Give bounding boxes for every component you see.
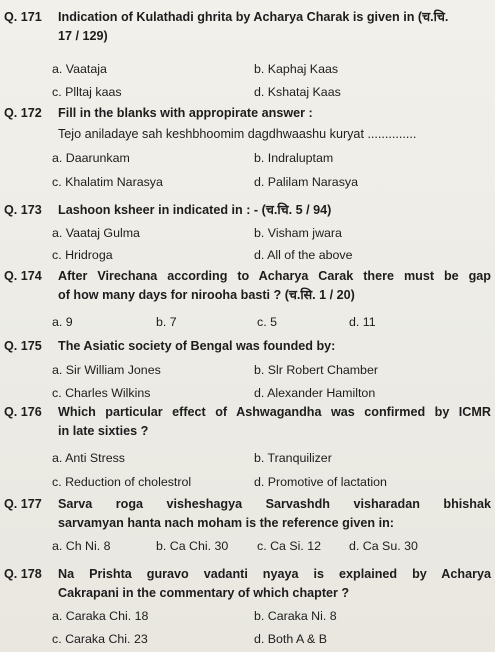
option-b: b. Visham jwara <box>254 226 342 240</box>
option-d: d. 11 <box>349 315 376 329</box>
option-d: d. All of the above <box>254 248 353 262</box>
option-c: c. 5 <box>257 315 277 329</box>
option-a: a. Ch Ni. 8 <box>52 539 111 553</box>
question-text-line: 17 / 129) <box>58 29 108 43</box>
option-b: b. Slr Robert Chamber <box>254 363 378 377</box>
question-number: Q. 178 <box>4 567 42 581</box>
option-c: c. Charles Wilkins <box>52 386 151 400</box>
option-d: d. Both A & B <box>254 632 328 646</box>
question-text-line: Tejo aniladaye sah keshbhoomim dagdhwaashu kuryat .............. <box>58 127 417 141</box>
question-175 <box>4 337 491 400</box>
question-text-line: Sarva roga visheshagya Sarvashdh visharadan bhishak <box>58 497 491 511</box>
option-c: c. Hridroga <box>52 248 113 262</box>
question-177 <box>4 495 491 553</box>
question-text-line: After Virechana according to Acharya Carak there must be gap <box>58 269 491 283</box>
option-d: d. Ca Su. 30 <box>349 539 418 553</box>
question-174 <box>4 267 491 329</box>
option-c: c. Ca Si. 12 <box>257 539 322 553</box>
option-b: b. Kaphaj Kaas <box>254 62 339 76</box>
option-c: c. Caraka Chi. 23 <box>52 632 148 646</box>
option-b: b. 7 <box>156 315 177 329</box>
option-d: d. Alexander Hamilton <box>254 386 376 400</box>
option-d: d. Kshataj Kaas <box>254 85 341 99</box>
option-b: b. Indraluptam <box>254 151 334 165</box>
option-b: b. Tranquilizer <box>254 451 332 465</box>
question-text-line: in late sixties ? <box>58 424 149 438</box>
option-d: d. Palilam Narasya <box>254 175 358 189</box>
question-text-line: Fill in the blanks with appropirate answer : <box>58 106 313 120</box>
question-text-line: Lashoon ksheer in indicated in : - (च.चि. 5 / 94) <box>58 203 332 217</box>
option-a: a. Daarunkam <box>52 151 130 165</box>
question-text-line: The Asiatic society of Bengal was founded by: <box>58 339 336 353</box>
question-text-line: Na Prishta guravo vadanti nyaya is explained by Acharya <box>58 567 491 581</box>
question-number: Q. 172 <box>4 106 42 120</box>
question-172 <box>4 104 491 189</box>
question-text-line: sarvamyan hanta nach moham is the reference given in: <box>58 516 394 530</box>
question-number: Q. 175 <box>4 339 42 353</box>
question-text-line: Indication of Kulathadi ghrita by Acharya Charak is given in (च.चि. <box>58 10 449 24</box>
question-number: Q. 174 <box>4 269 42 283</box>
option-a: a. 9 <box>52 315 73 329</box>
question-number: Q. 177 <box>4 497 42 511</box>
option-a: a. Anti Stress <box>52 451 126 465</box>
question-176 <box>4 403 491 489</box>
option-d: d. Promotive of lactation <box>254 475 387 489</box>
option-b: b. Ca Chi. 30 <box>156 539 229 553</box>
option-c: c. Khalatim Narasya <box>52 175 163 189</box>
option-a: a. Vaataja <box>52 62 107 76</box>
question-number: Q. 171 <box>4 10 42 24</box>
option-c: c. Reduction of cholestrol <box>52 475 192 489</box>
option-a: a. Caraka Chi. 18 <box>52 609 149 623</box>
question-171 <box>4 8 491 99</box>
option-c: c. Plltaj kaas <box>52 85 122 99</box>
option-a: a. Vaataj Gulma <box>52 226 140 240</box>
option-b: b. Caraka Ni. 8 <box>254 609 337 623</box>
question-178 <box>4 565 491 646</box>
question-text-line: of how many days for nirooha basti ? (च.सि. 1 / 20) <box>58 288 355 302</box>
question-number: Q. 176 <box>4 405 42 419</box>
question-text-line: Which particular effect of Ashwagandha was confirmed by ICMR <box>58 405 491 419</box>
option-a: a. Sir William Jones <box>52 363 161 377</box>
question-173 <box>4 201 491 262</box>
question-number: Q. 173 <box>4 203 42 217</box>
question-text-line: Cakrapani in the commentary of which chapter ? <box>58 586 350 600</box>
